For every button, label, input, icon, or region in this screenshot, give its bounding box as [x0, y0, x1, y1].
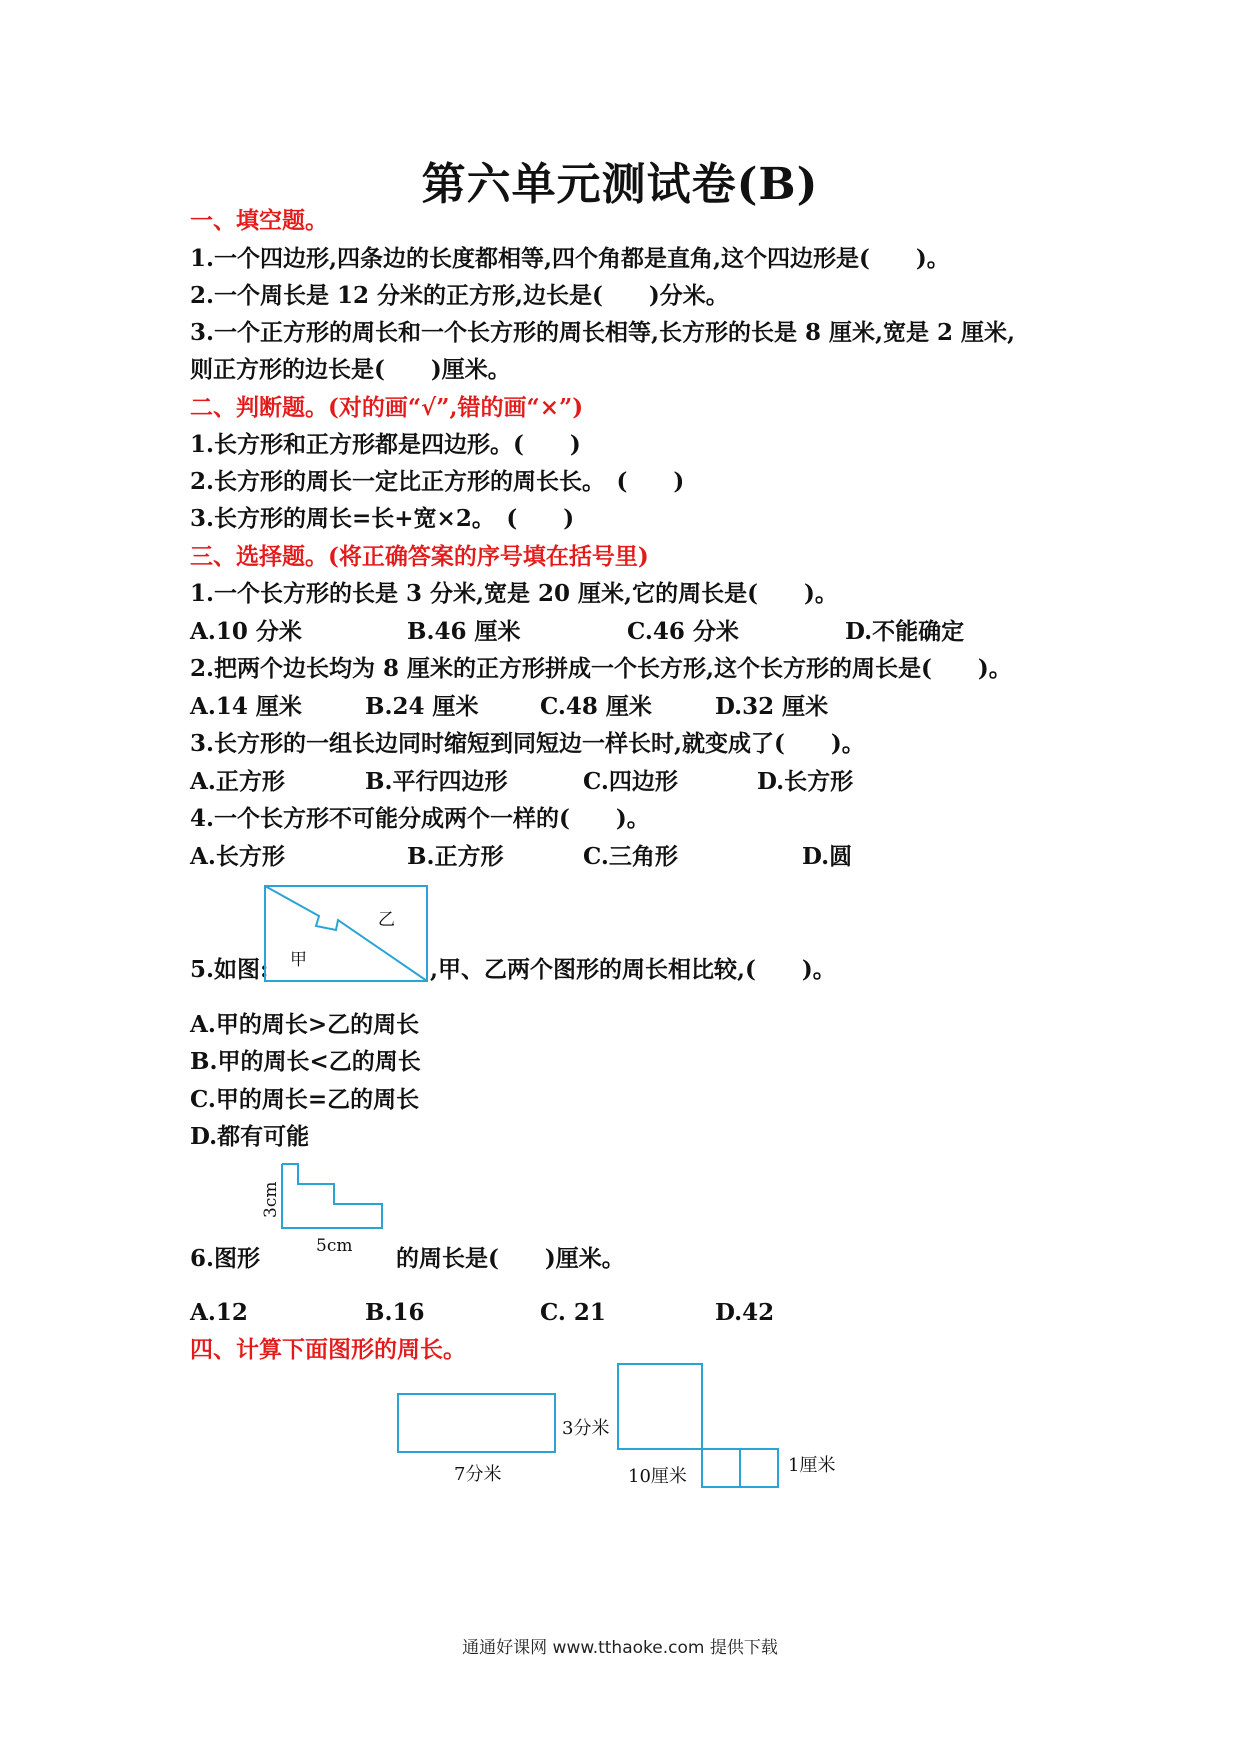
s1-question-3a: 3.一个正方形的周长和一个长方形的周长相等,长方形的长是 8 厘米,宽是 2 厘米,	[190, 319, 1016, 346]
s3-question-3: 3.长方形的一组长边同时缩短到同短边一样长时,就变成了( )。	[190, 730, 865, 757]
s3-q3-option-d: D.长方形	[757, 768, 854, 795]
s3-question-2: 2.把两个边长均为 8 厘米的正方形拼成一个长方形,这个长方形的周长是( )。	[190, 655, 1012, 682]
s3-q1-option-a: A.10 分米	[190, 618, 302, 645]
q5-label-jia: 甲	[290, 950, 307, 970]
s3-q6-option-d: D.42	[715, 1299, 775, 1326]
s4-small-side-label: 1厘米	[788, 1455, 836, 1476]
s3-question-4: 4.一个长方形不可能分成两个一样的( )。	[190, 805, 650, 832]
q5-rectangle-figure	[264, 885, 430, 985]
s3-q1-option-c: C.46 分米	[627, 618, 739, 645]
s1-question-2: 2.一个周长是 12 分米的正方形,边长是( )分米。	[190, 282, 729, 309]
s3-question-5-prefix: 5.如图:	[190, 956, 269, 983]
s3-q3-option-c: C.四边形	[583, 768, 678, 795]
s3-q6-option-b: B.16	[365, 1299, 425, 1326]
s4-square	[618, 1364, 702, 1449]
s4-small-square-2	[740, 1449, 778, 1487]
s3-q5-option-a: A.甲的周长>乙的周长	[190, 1011, 420, 1038]
s4-rect-width-label: 7分米	[454, 1464, 502, 1485]
s3-q4-option-b: B.正方形	[407, 843, 504, 870]
s3-q6-option-a: A.12	[190, 1299, 248, 1326]
s4-figures	[396, 1362, 856, 1492]
q6-label-width: 5cm	[316, 1236, 353, 1254]
q5-label-yi: 乙	[378, 910, 395, 930]
footer-credit: 通通好课网 www.tthaoke.com 提供下载	[462, 1638, 778, 1658]
s2-question-3: 3.长方形的周长=长+宽×2。 ( )	[190, 505, 575, 532]
s3-q2-option-d: D.32 厘米	[715, 693, 829, 720]
s3-q6-option-c: C. 21	[540, 1299, 606, 1326]
s4-rectangle	[398, 1394, 555, 1452]
s2-question-1: 1.长方形和正方形都是四边形。( )	[190, 431, 581, 458]
s3-q1-option-b: B.46 厘米	[407, 618, 521, 645]
s3-q5-option-b: B.甲的周长<乙的周长	[190, 1048, 421, 1075]
s3-q1-option-d: D.不能确定	[845, 618, 965, 645]
s4-rect-height-label: 3分米	[562, 1418, 610, 1439]
s3-q4-option-d: D.圆	[802, 843, 853, 870]
s3-q4-option-c: C.三角形	[583, 843, 678, 870]
q6-label-height: 3cm	[261, 1181, 281, 1218]
section-4-heading: 四、计算下面图形的周长。	[190, 1336, 466, 1363]
section-2-heading: 二、判断题。(对的画“√”,错的画“×”)	[190, 394, 584, 421]
s3-q5-option-c: C.甲的周长=乙的周长	[190, 1086, 420, 1113]
page-title: 第六单元测试卷(B)	[421, 159, 819, 210]
s1-question-3b: 则正方形的边长是( )厘米。	[190, 356, 511, 383]
section-1-heading: 一、填空题。	[190, 207, 328, 234]
s3-q3-option-b: B.平行四边形	[365, 768, 508, 795]
section-3-heading: 三、选择题。(将正确答案的序号填在括号里)	[190, 543, 649, 570]
s3-q5-option-d: D.都有可能	[190, 1123, 310, 1150]
s3-question-6-suffix: 的周长是( )厘米。	[396, 1245, 625, 1272]
s4-square-side-label: 10厘米	[628, 1466, 687, 1487]
s2-question-2: 2.长方形的周长一定比正方形的周长长。 ( )	[190, 468, 685, 495]
s3-question-1: 1.一个长方形的长是 3 分米,宽是 20 厘米,它的周长是( )。	[190, 580, 838, 607]
q6-staircase-figure	[258, 1162, 388, 1254]
s3-question-5-suffix: ,甲、乙两个图形的周长相比较,( )。	[430, 956, 836, 983]
s3-q2-option-c: C.48 厘米	[540, 693, 652, 720]
s3-q3-option-a: A.正方形	[190, 768, 285, 795]
s1-question-1: 1.一个四边形,四条边的长度都相等,四个角都是直角,这个四边形是( )。	[190, 245, 950, 272]
s3-q2-option-a: A.14 厘米	[190, 693, 302, 720]
s3-q4-option-a: A.长方形	[190, 843, 285, 870]
s3-question-6-prefix: 6.图形	[190, 1245, 261, 1272]
s4-small-square-1	[702, 1449, 740, 1487]
s3-q2-option-b: B.24 厘米	[365, 693, 479, 720]
